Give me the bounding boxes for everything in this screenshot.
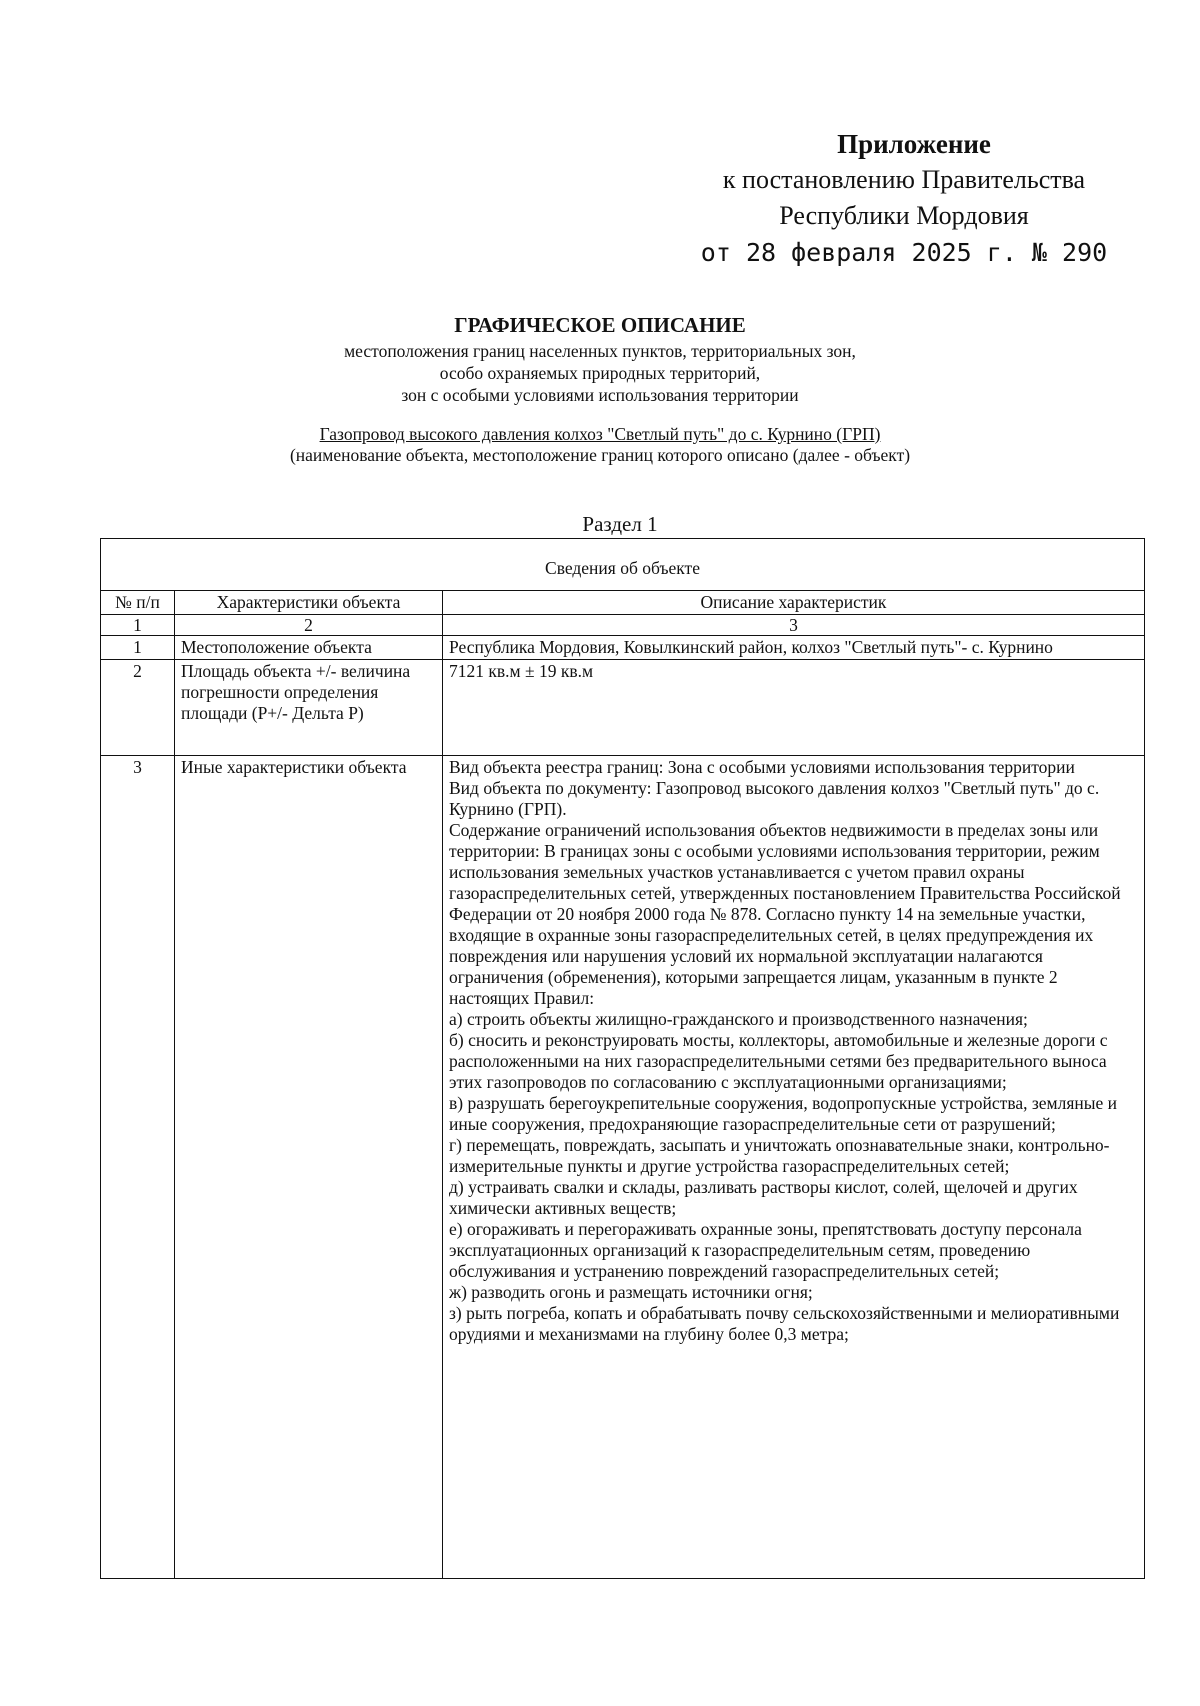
- table-header-row: [101, 591, 1145, 615]
- description-paragraph: а) строить объекты жилищно-гражданского и производственного назначения;: [449, 1009, 1028, 1029]
- description-paragraph: г) перемещать, повреждать, засыпать и уничтожать опознавательные знаки, контрольно-измерительные пункты и другие устройства газораспределительных сетей;: [449, 1135, 1110, 1176]
- description-paragraph: 7121 кв.м ± 19 кв.м: [449, 661, 594, 681]
- description-paragraph: з) рыть погреба, копать и обрабатывать почву сельскохозяйственными и мелиоративными орудиями и механизмами на глубину более 0,3 метра;: [449, 1303, 1120, 1344]
- table-row: [101, 660, 1145, 756]
- header-number: № п/п: [101, 591, 175, 615]
- appendix-line-2: Республики Мордовия: [779, 201, 1029, 230]
- object-info-table: [100, 538, 1145, 1579]
- row-characteristic: Иные характеристики объекта: [175, 756, 443, 1579]
- object-name-note: (наименование объекта, местоположение границ которого описано (далее - объект): [289, 445, 911, 465]
- table-index-row: [101, 615, 1145, 636]
- subtitle-line-1: местоположения границ населенных пунктов, территориальных зон,: [344, 341, 856, 361]
- description-paragraph: Вид объекта реестра границ: Зона с особыми условиями использования территории: [449, 757, 1075, 777]
- description-paragraph: Республика Мордовия, Ковылкинский район, колхоз "Светлый путь"- с. Курнино: [449, 637, 1053, 657]
- table-caption-row: [101, 539, 1145, 591]
- index-col-2: 2: [175, 615, 443, 636]
- row-description: [443, 660, 1145, 756]
- table-caption: Сведения об объекте: [101, 539, 1145, 591]
- description-paragraph: Вид объекта по документу: Газопровод высокого давления колхоз "Светлый путь" до с. Курнино (ГРП).: [449, 778, 1100, 819]
- section-label: Раздел 1: [582, 512, 658, 536]
- appendix-line-1: к постановлению Правительства: [722, 165, 1086, 194]
- row-description: [443, 756, 1145, 1579]
- row-characteristic: Местоположение объекта: [175, 636, 443, 660]
- document-heading: [0, 310, 1200, 466]
- description-paragraph: б) сносить и реконструировать мосты, коллекторы, автомобильные и железные дороги с расположенными на них газораспределительными сетями без предварительного выноса этих газопроводов по согласованию с эксплуатационными организациями;: [449, 1030, 1108, 1092]
- appendix-title: Приложение: [837, 129, 991, 159]
- header-description: Описание характеристик: [443, 591, 1145, 615]
- description-paragraph: в) разрушать берегоукрепительные сооружения, водопропускные устройства, земляные и иные сооружения, предохраняющие газораспределительные сети от разрушений;: [449, 1093, 1118, 1134]
- description-paragraph: е) огораживать и перегораживать охранные зоны, препятствовать доступу персонала эксплуатационных организаций к газораспределительным сетям, проведению обслуживания и устранению повреждений газораспределительных сетей;: [449, 1219, 1082, 1281]
- index-col-3: 3: [443, 615, 1145, 636]
- header-characteristic: Характеристики объекта: [175, 591, 443, 615]
- row-number: 2: [101, 660, 175, 756]
- index-col-1: 1: [101, 615, 175, 636]
- appendix-block: [684, 126, 1124, 272]
- description-paragraph: д) устраивать свалки и склады, разливать растворы кислот, солей, щелочей и других химически активных веществ;: [449, 1177, 1078, 1218]
- table-row: [101, 636, 1145, 660]
- object-name: Газопровод высокого давления колхоз "Светлый путь" до с. Курнино (ГРП): [319, 424, 881, 444]
- row-description: [443, 636, 1145, 660]
- document-title: ГРАФИЧЕСКОЕ ОПИСАНИЕ: [454, 313, 746, 337]
- row-characteristic: Площадь объекта +/- величина погрешности определения площади (Р+/- Дельта Р): [175, 660, 443, 756]
- appendix-date: от 28 февраля 2025 г. № 290: [700, 238, 1108, 267]
- row-number: 1: [101, 636, 175, 660]
- subtitle-line-2: особо охраняемых природных территорий,: [439, 363, 761, 383]
- row-number: 3: [101, 756, 175, 1579]
- description-paragraph: Содержание ограничений использования объектов недвижимости в пределах зоны или территории: В границах зоны с особыми условиями использования территории, режим использования земельных участков устанавливается с учетом правил охраны газораспределительных сетей, утвержденных постановлением Правительства Российской Федерации от 20 ноября 2000 года № 878. Согласно пункту 14 на земельные участки, входящие в охранные зоны газораспределительных сетей, в целях предупреждения их повреждения или нарушения условий их нормальной эксплуатации налагаются ограничения (обременения), которыми запрещается лицам, указанным в пункте 2 настоящих Правил:: [449, 820, 1121, 1008]
- description-paragraph: ж) разводить огонь и размещать источники огня;: [449, 1282, 813, 1302]
- subtitle-line-3: зон с особыми условиями использования территории: [401, 385, 799, 405]
- table-row: [101, 756, 1145, 1579]
